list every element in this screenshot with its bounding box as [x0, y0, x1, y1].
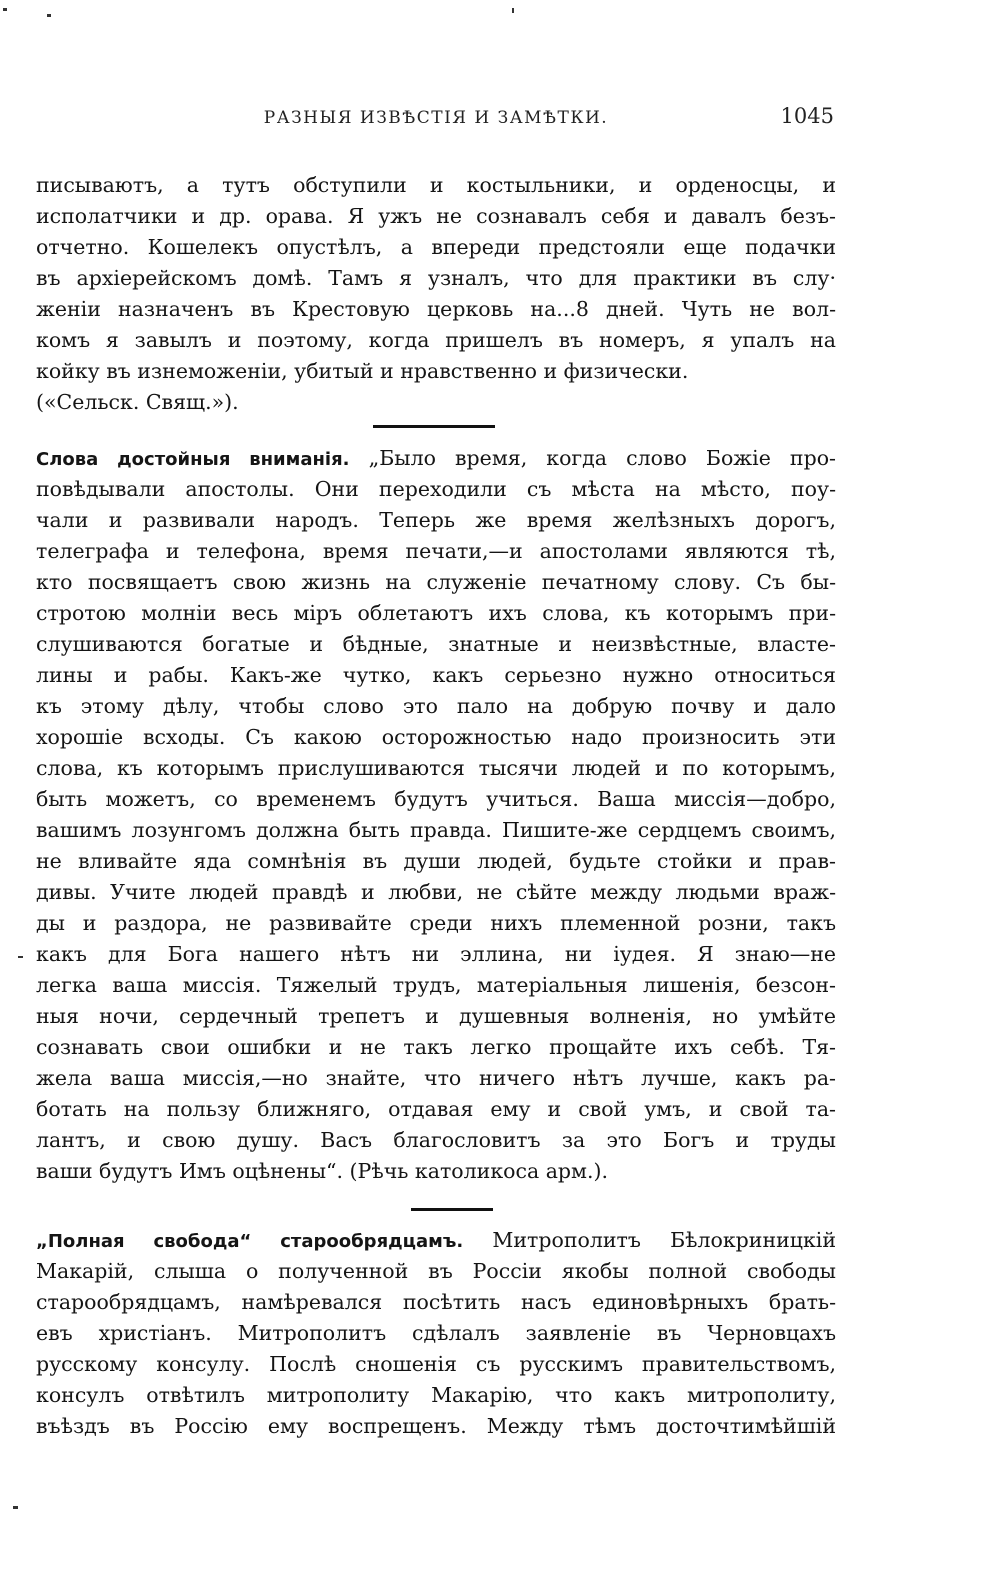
- line-text: легка ваша миссія. Тяжелый трудъ, матеріальныя лишенія, безсон-: [36, 973, 836, 997]
- scan-speck: [13, 1506, 18, 1509]
- paragraph-lead: Слова достойныя вниманія.: [36, 449, 350, 470]
- text-line: [36, 660, 836, 691]
- page-number: 1045: [780, 104, 834, 128]
- line-text: къ этому дѣлу, чтобы слово это пало на добрую почву и дало: [36, 694, 836, 718]
- line-text: консулъ отвѣтилъ митрополиту Макарію, что какъ митрополиту,: [36, 1383, 836, 1407]
- text-line: [36, 939, 836, 970]
- text-line: [36, 1318, 836, 1349]
- line-text: стротою молніи весь міръ облетаютъ ихъ слова, къ которымъ при-: [36, 601, 836, 625]
- text-line: [36, 1380, 836, 1411]
- text-line: [36, 443, 836, 474]
- scan-speck: [18, 956, 23, 958]
- text-line: [36, 784, 836, 815]
- line-text: не вливайте яда сомнѣнія въ души людей, будьте стойки и прав-: [36, 849, 836, 873]
- line-text: лантъ, и свою душу. Васъ благословитъ за это Богъ и труды: [36, 1128, 836, 1152]
- line-text: русскому консулу. Послѣ сношенія съ русскимъ правительствомъ,: [36, 1352, 836, 1376]
- line-text: комъ я завылъ и поэтому, когда пришелъ въ номеръ, я упалъ на: [36, 328, 836, 352]
- text-line: [36, 598, 836, 629]
- line-text: жела ваша миссія,—но знайте, что ничего нѣтъ лучше, какъ ра-: [36, 1066, 836, 1090]
- line-text: отчетно. Кошелекъ опустѣлъ, а впереди предстояли еще подачки: [36, 235, 836, 259]
- line-text: ботать на пользу ближняго, отдавая ему и свой умъ, и свой та-: [36, 1097, 836, 1121]
- line-text: исполатчики и др. орава. Я ужъ не сознавалъ себя и давалъ безъ-: [36, 204, 836, 228]
- text-line: [36, 387, 836, 418]
- line-text: койку въ изнеможеніи, убитый и нравственно и физически.: [36, 359, 689, 383]
- header-title: РАЗНЫЯ ИЗВѢСТІЯ И ЗАМѢТКИ.: [263, 108, 609, 128]
- text-line: [36, 1094, 836, 1125]
- line-text: хорошіе всходы. Съ какою осторожностью надо произносить эти: [36, 725, 836, 749]
- text-line: [36, 505, 836, 536]
- line-text: ваши будутъ Имъ оцѣнены“. (Рѣчь католикоса арм.).: [36, 1159, 609, 1183]
- paragraph-3: [36, 1225, 836, 1442]
- text-line: [36, 201, 836, 232]
- line-text: „Было время, когда слово Божіе про-: [368, 446, 836, 470]
- line-text: Макарій, слыша о полученной въ Россіи якобы полной свободы: [36, 1259, 836, 1283]
- text-line: [36, 846, 836, 877]
- scan-speck: [512, 8, 514, 13]
- line-text: кто посвящаетъ свою жизнь на служеніе печатному слову. Съ бы-: [36, 570, 836, 594]
- text-line: [36, 232, 836, 263]
- line-text: въѣздъ въ Россію ему воспрещенъ. Между тѣмъ досточтимѣйшій: [36, 1414, 836, 1438]
- line-text: вашимъ лозунгомъ должна быть правда. Пишите-же сердцемъ своимъ,: [36, 818, 836, 842]
- text-line: [36, 325, 836, 356]
- line-text: чали и развивали народъ. Теперь же время желѣзныхъ дорогъ,: [36, 508, 836, 532]
- text-line: [36, 536, 836, 567]
- text-line: [36, 753, 836, 784]
- text-line: [36, 1063, 836, 1094]
- text-line: [36, 970, 836, 1001]
- section-divider: [411, 1208, 493, 1211]
- text-line: [36, 815, 836, 846]
- line-text: ды и раздора, не развивайте среди нихъ племенной розни, такъ: [36, 911, 836, 935]
- running-header: [36, 102, 836, 138]
- line-text: слушиваются богатые и бѣдные, знатные и неизвѣстные, власте-: [36, 632, 836, 656]
- text-line: [36, 1225, 836, 1256]
- text-line: [36, 1156, 836, 1187]
- text-line: [36, 629, 836, 660]
- text-line: [36, 1349, 836, 1380]
- line-text: Митрополитъ Бѣлокриницкій: [492, 1228, 836, 1252]
- line-text: ныя ночи, сердечный трепетъ и душевныя волненія, но умѣйте: [36, 1004, 836, 1028]
- text-line: [36, 356, 836, 387]
- text-line: [36, 722, 836, 753]
- text-line: [36, 170, 836, 201]
- section-divider: [373, 425, 495, 428]
- line-text: слова, къ которымъ прислушиваются тысячи людей и по которымъ,: [36, 756, 836, 780]
- line-text: въ архіерейскомъ домѣ. Тамъ я узналъ, что для практики въ слу·: [36, 266, 836, 290]
- line-text: сознавать свои ошибки и не такъ легко прощайте ихъ себѣ. Тя-: [36, 1035, 836, 1059]
- scan-speck: [47, 14, 51, 17]
- line-text: старообрядцамъ, намѣревался посѣтить насъ единовѣрныхъ брать-: [36, 1290, 836, 1314]
- text-line: [36, 1125, 836, 1156]
- line-text: повѣдывали апостолы. Они переходили съ мѣста на мѣсто, поу-: [36, 477, 836, 501]
- text-line: [36, 908, 836, 939]
- text-line: [36, 474, 836, 505]
- text-line: [36, 294, 836, 325]
- paragraph-lead: „Полная свобода“ старообрядцамъ.: [36, 1231, 464, 1252]
- paragraph-1: [36, 170, 836, 418]
- text-line: [36, 567, 836, 598]
- line-text: («Сельск. Свящ.»).: [36, 390, 239, 414]
- paragraph-2: [36, 443, 836, 1187]
- text-line: [36, 1001, 836, 1032]
- text-line: [36, 691, 836, 722]
- line-text: дивы. Учите людей правдѣ и любви, не сѣйте между людьми враж-: [36, 880, 836, 904]
- line-text: лины и рабы. Какъ-же чутко, какъ серьезно нужно относиться: [36, 663, 836, 687]
- text-line: [36, 263, 836, 294]
- line-text: телеграфа и телефона, время печати,—и апостолами являются тѣ,: [36, 539, 836, 563]
- text-line: [36, 1287, 836, 1318]
- text-line: [36, 1411, 836, 1442]
- line-text: женіи назначенъ въ Крестовую церковь на...8 дней. Чуть не вол-: [36, 297, 836, 321]
- line-text: быть можетъ, со временемъ будутъ учиться. Ваша миссія—добро,: [36, 787, 836, 811]
- scan-speck: [3, 8, 7, 11]
- line-text: какъ для Бога нашего нѣтъ ни эллина, ни іудея. Я знаю—не: [36, 942, 836, 966]
- line-text: евъ христіанъ. Митрополитъ сдѣлалъ заявленіе въ Черновцахъ: [36, 1321, 836, 1345]
- line-text: писываютъ, а тутъ обступили и костыльники, и орденосцы, и: [36, 173, 836, 197]
- text-line: [36, 877, 836, 908]
- text-line: [36, 1032, 836, 1063]
- text-line: [36, 1256, 836, 1287]
